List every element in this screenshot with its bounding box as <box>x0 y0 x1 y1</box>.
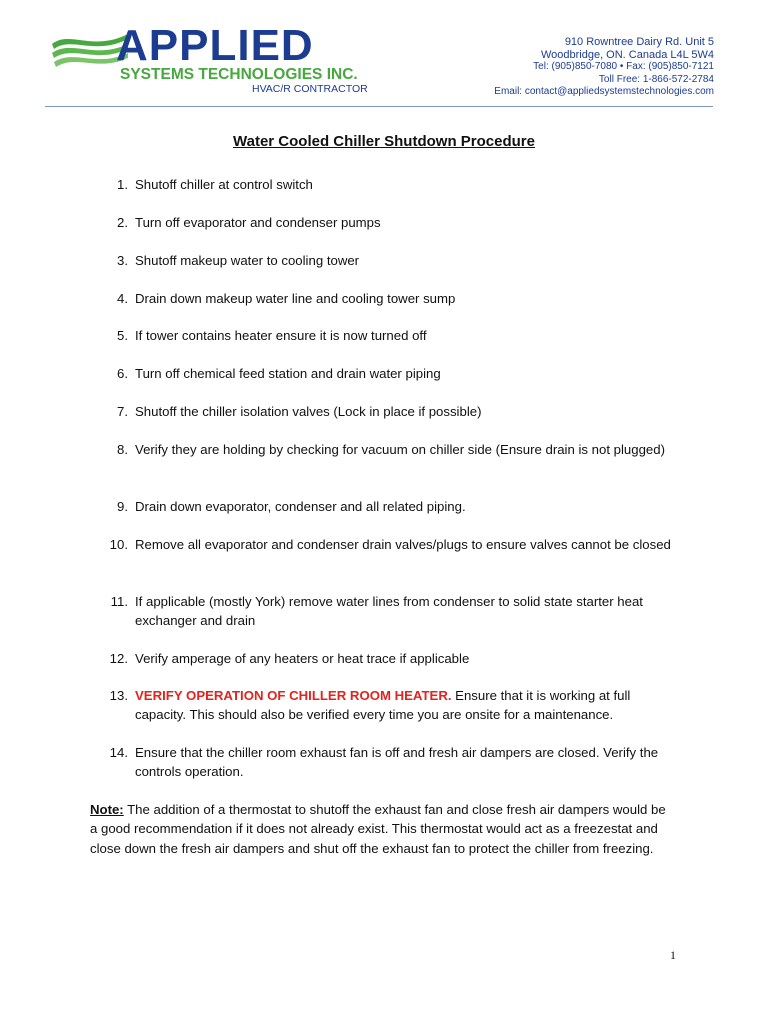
step-number: 5. <box>117 328 128 343</box>
address-line-1: 910 Rowntree Dairy Rd. Unit 5 <box>564 36 714 48</box>
step-text: Ensure that the chiller room exhaust fan is off and fresh air dampers are closed. Verify the controls operation. <box>135 745 659 779</box>
step-text: Remove all evaporator and condenser drain valves/plugs to ensure valves cannot be closed <box>135 537 671 552</box>
step-text: If tower contains heater ensure it is now turned off <box>135 328 427 343</box>
step-text: Verify amperage of any heaters or heat trace if applicable <box>135 651 470 666</box>
company-logo <box>50 22 380 94</box>
step-text <box>135 686 680 724</box>
step-number: 6. <box>117 366 128 381</box>
step-text: If applicable (mostly York) remove water lines from condenser to solid state starter heat exchanger and drain <box>135 594 643 628</box>
step-number: 14. <box>109 745 128 760</box>
step-number: 12. <box>109 651 128 666</box>
step-text: Drain down evaporator, condenser and all related piping. <box>135 499 466 514</box>
step-text: Turn off evaporator and condenser pumps <box>135 215 381 230</box>
address-line-2: Woodbridge, ON. Canada L4L 5W4 <box>540 48 714 61</box>
step-text: Drain down makeup water line and cooling tower sump <box>135 291 456 306</box>
email-line[interactable]: Email: contact@appliedsystemstechnologies.com <box>494 86 714 98</box>
letterhead <box>0 0 768 110</box>
step-text: Turn off chemical feed station and drain water piping <box>135 366 441 381</box>
step-number: 3. <box>117 253 128 268</box>
step-number: 9. <box>117 499 128 514</box>
document-title: Water Cooled Chiller Shutdown Procedure <box>233 133 535 150</box>
step-number: 11. <box>110 594 128 609</box>
phone-line: Tel: (905)850-7080 • Fax: (905)850-7121 <box>533 61 714 73</box>
note-text: The addition of a thermostat to shutoff the exhaust fan and close fresh air dampers would be a good recommendation if it does not already exist. This thermostat would act as a freezestat and close down the fresh air dampers and shut off the exhaust fan to protect the chiller from freezing. <box>90 802 666 856</box>
step-text: Shutoff the chiller isolation valves (Lock in place if possible) <box>135 404 482 419</box>
step-text: Shutoff makeup water to cooling tower <box>135 253 360 268</box>
note-paragraph <box>90 800 670 858</box>
step-number: 10. <box>109 537 128 552</box>
brand-subtitle: SYSTEMS TECHNOLOGIES INC. <box>120 66 358 83</box>
step-number: 4. <box>117 291 128 306</box>
note-label: Note: <box>90 802 124 817</box>
contact-block <box>494 36 714 99</box>
page-number: 1 <box>670 948 676 962</box>
brand-name: APPLIED <box>116 21 314 70</box>
step-number: 8. <box>117 442 128 457</box>
step-number: 7. <box>117 404 128 419</box>
warning-highlight: VERIFY OPERATION OF CHILLER ROOM HEATER. <box>135 688 452 703</box>
step-number: 2. <box>117 215 128 230</box>
step-text: Verify they are holding by checking for vacuum on chiller side (Ensure drain is not plugged) <box>135 442 665 457</box>
step-number: 1. <box>117 177 128 192</box>
brand-tagline: HVAC/R CONTRACTOR <box>252 83 368 95</box>
header-divider <box>45 106 713 107</box>
step-text-rest: Ensure that it is working at full capacity. This should also be verified every time you are onsite for a maintenance. <box>135 688 631 722</box>
step-number: 13. <box>109 688 128 703</box>
step-text: Shutoff chiller at control switch <box>135 177 313 192</box>
tollfree-line: Toll Free: 1-866-572-2784 <box>598 73 714 85</box>
